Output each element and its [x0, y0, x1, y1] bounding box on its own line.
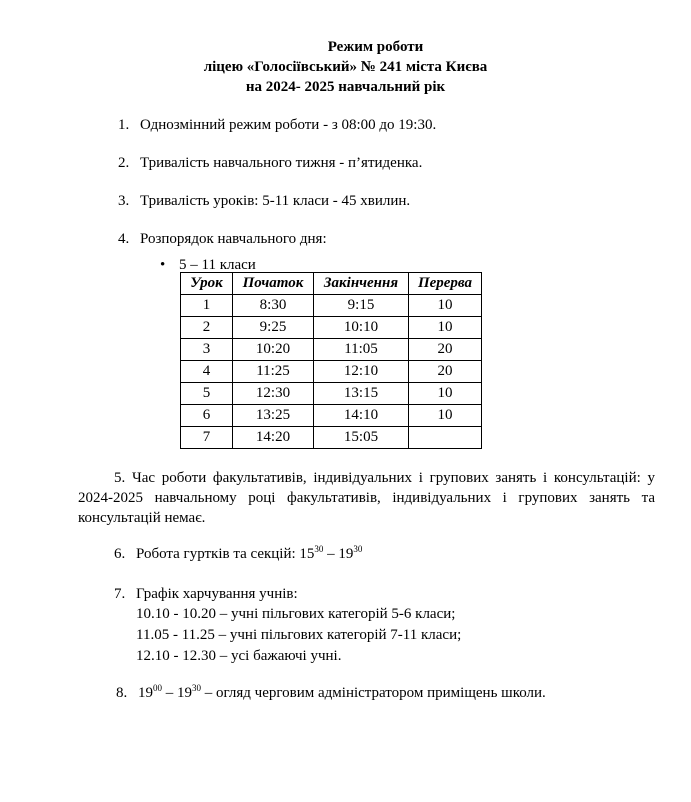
table-header-row [181, 273, 482, 295]
bullet-icon: • [160, 257, 166, 273]
document-subtitle: ліцею «Голосіївський» № 241 міста Києва [203, 59, 488, 75]
table-row [181, 361, 482, 383]
cell-break: 10 [409, 317, 482, 339]
cell-lesson: 7 [181, 427, 233, 449]
header-end: Закінчення [314, 273, 409, 295]
cell-lesson: 5 [181, 383, 233, 405]
cell-end: 10:10 [314, 317, 409, 339]
end-minute: 30 [192, 683, 201, 693]
item-number: 6. [114, 546, 126, 562]
cell-start: 13:25 [233, 405, 314, 427]
cell-break: 10 [409, 405, 482, 427]
cell-start: 14:20 [233, 427, 314, 449]
table-row [181, 405, 482, 427]
start-hour: 19 [138, 685, 153, 701]
cell-end: 13:15 [314, 383, 409, 405]
table-row [181, 383, 482, 405]
meal-line-2: 11.05 - 11.25 – учні пільгових категорій 7-11 класи; [136, 627, 462, 643]
list-item-1 [118, 117, 436, 134]
item-number: 4. [118, 231, 130, 247]
item-text: Однозмінний режим роботи - з 08:00 до 19:30. [140, 117, 437, 133]
cell-start: 11:25 [233, 361, 314, 383]
cell-end: 14:10 [314, 405, 409, 427]
cell-lesson: 6 [181, 405, 233, 427]
header-break: Перерва [409, 273, 482, 295]
end-hour: 19 [338, 546, 354, 562]
table-row [181, 339, 482, 361]
header-lesson: Урок [181, 273, 233, 295]
meal-line-3: 12.10 - 12.30 – усі бажаючі учні. [136, 648, 342, 664]
list-item-2 [118, 155, 422, 172]
cell-lesson: 4 [181, 361, 233, 383]
cell-break [409, 427, 482, 449]
cell-end: 12:10 [314, 361, 409, 383]
list-item-3 [118, 193, 410, 210]
dash: – [162, 685, 177, 701]
cell-lesson: 3 [181, 339, 233, 361]
cell-start: 12:30 [233, 383, 314, 405]
cell-start: 10:20 [233, 339, 314, 361]
item-text: Розпорядок навчального дня: [140, 231, 327, 247]
grades-label: 5 – 11 класи [179, 257, 256, 273]
cell-start: 9:25 [233, 317, 314, 339]
dash: – [323, 546, 339, 562]
item-number: 8. [116, 685, 128, 701]
cell-lesson: 2 [181, 317, 233, 339]
start-minute: 30 [314, 544, 324, 554]
item-text: Робота гуртків та секцій: [136, 546, 300, 562]
table-row [181, 317, 482, 339]
end-hour: 19 [177, 685, 192, 701]
item-number: 7. [114, 586, 126, 602]
item-number: 2. [118, 155, 130, 171]
item-text: – огляд черговим адміністратором приміщень школи. [201, 685, 546, 701]
document-title: Режим роботи [327, 39, 424, 55]
item-text: Тривалість навчального тижня - п’ятиденка. [140, 155, 423, 171]
item-text: Тривалість уроків: 5-11 класи - 45 хвилин. [140, 193, 411, 209]
cell-end: 11:05 [314, 339, 409, 361]
list-item-5: 5. Час роботи факультативів, індивідуальних і групових занять і консультацій: у 2024-2025 навчальному році факультативів, індивідуальних і групових занять та консультацій немає. [78, 470, 655, 526]
cell-break: 10 [409, 295, 482, 317]
start-minute: 00 [153, 683, 162, 693]
cell-start: 8:30 [233, 295, 314, 317]
cell-end: 9:15 [314, 295, 409, 317]
list-item-8 [116, 685, 546, 702]
cell-end: 15:05 [314, 427, 409, 449]
cell-break: 20 [409, 361, 482, 383]
item-number: 3. [118, 193, 130, 209]
list-item-6 [114, 546, 362, 563]
schedule-table [180, 272, 482, 449]
header-start: Початок [233, 273, 314, 295]
list-item-4 [118, 231, 327, 248]
start-hour: 15 [299, 546, 315, 562]
item-text: Графік харчування учнів: [136, 586, 298, 602]
table-row [181, 427, 482, 449]
item-number: 1. [118, 117, 130, 133]
cell-break: 20 [409, 339, 482, 361]
list-item-7 [114, 586, 298, 603]
meal-line-1: 10.10 - 10.20 – учні пільгових категорій 5-6 класи; [136, 606, 456, 622]
document-year: на 2024- 2025 навчальний рік [245, 79, 446, 95]
table-row [181, 295, 482, 317]
cell-break: 10 [409, 383, 482, 405]
end-minute: 30 [353, 544, 363, 554]
cell-lesson: 1 [181, 295, 233, 317]
